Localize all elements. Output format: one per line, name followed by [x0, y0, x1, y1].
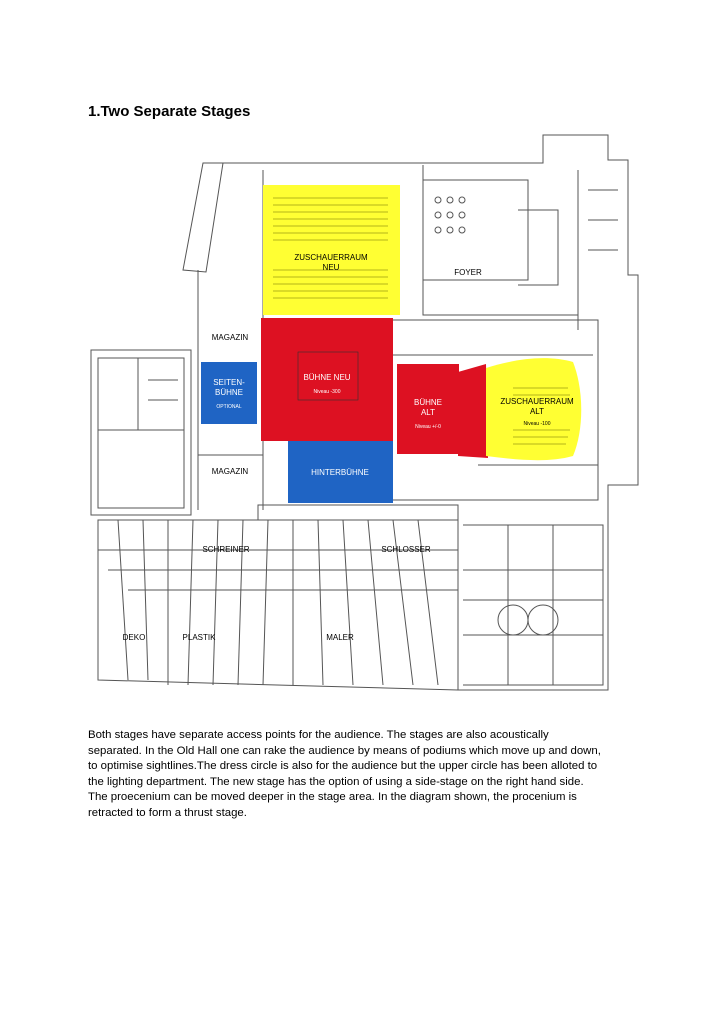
paragraph-line: The proecenium can be moved deeper in the stage area. In the diagram shown, the procenium is [88, 791, 577, 804]
label-zuschauerraum-alt: ZUSCHAUERRAUM [500, 397, 574, 406]
label-maler: MALER [326, 633, 354, 642]
label-magazin-top: MAGAZIN [211, 333, 249, 342]
proscenium-alt-zone [458, 364, 488, 458]
label-buehne-alt-2: ALT [420, 408, 436, 417]
paragraph-line: to optimise sightlines.The dress circle is also for the audience but the upper circle has been alloted to [88, 760, 598, 773]
label-deko: DEKO [122, 633, 146, 642]
left-wing-wall [183, 163, 223, 272]
label-hinterbuehne: HINTERBÜHNE [311, 468, 369, 477]
paragraph-line: the lighting department. The new stage has the option of using a side-stage on the right hand side. [88, 775, 584, 788]
label-buehne-alt: BÜHNE [413, 398, 443, 407]
label-plastik: PLASTIK [182, 633, 216, 642]
label-seitenbuehne-2: BÜHNE [214, 388, 244, 397]
paragraph-line: Both stages have separate access points for the audience. The stages are also acoustically [88, 729, 549, 741]
description-paragraph [88, 728, 648, 822]
zuschauerraum-neu-zone [263, 185, 400, 315]
label-seitenbuehne: SEITEN- [213, 378, 245, 387]
floor-plan-drawing [88, 130, 648, 705]
paragraph-line: separated. In the Old Hall one can rake the audience by means of podiums which move up and down, [88, 744, 601, 757]
label-buehne-alt-level: Niveau +/-0 [415, 424, 441, 430]
label-schlosser: SCHLOSSER [381, 545, 431, 554]
label-zuschauerraum-neu: ZUSCHAUERRAUM [294, 253, 368, 262]
paragraph-line: retracted to form a thrust stage. [88, 806, 247, 819]
floor-plan [88, 130, 648, 705]
label-schreiner: SCHREINER [202, 545, 250, 554]
label-magazin-bottom: MAGAZIN [211, 467, 249, 476]
foyer-tables [435, 197, 465, 233]
label-zuschauerraum-neu-2: NEU [322, 263, 340, 272]
label-buehne-neu: BÜHNE NEU [303, 373, 351, 382]
label-zuschauerraum-alt-level: Niveau -100 [523, 421, 551, 427]
label-zuschauerraum-alt-2: ALT [529, 407, 545, 416]
label-foyer: FOYER [454, 268, 482, 277]
page-title: 1.Two Separate Stages [88, 103, 251, 120]
label-buehne-neu-level: Niveau -300 [313, 389, 341, 395]
left-tower [91, 350, 191, 515]
label-seitenbuehne-note: OPTIONAL [216, 404, 242, 410]
